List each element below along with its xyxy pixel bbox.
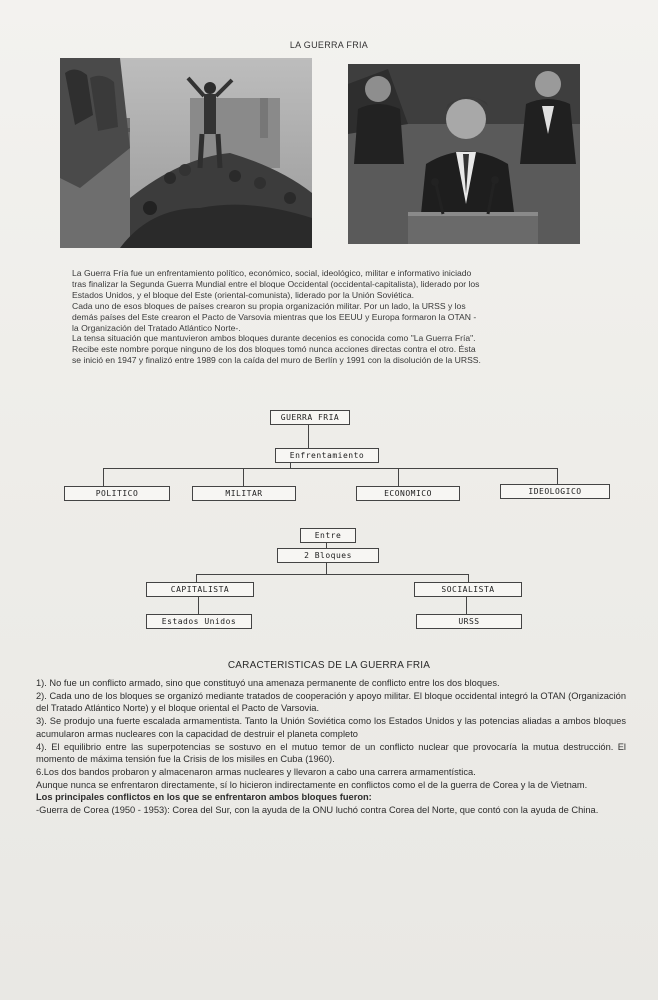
section-title: CARACTERISTICAS DE LA GUERRA FRIA: [227, 660, 431, 671]
connector-line: [326, 562, 327, 574]
connector-line: [103, 468, 104, 486]
characteristic-item: 1). No fue un conflicto armado, sino que constituyó una amenaza permanente de conflicto entre los dos bloques.: [36, 678, 500, 688]
category-militar-box: MILITAR: [192, 486, 296, 501]
characteristic-item: 3). Se produjo una fuerte escalada armamentista. Tanto la Unión Soviética como los Estados Unidos y las potencias aliadas a ambos bloques acumularon armas nucleares con la capacidad de destruir el planeta completo: [36, 716, 626, 739]
characteristic-item: Aunque nunca se enfrentaron directamente, sí lo hicieron indirectamente en conflictos como el de la guerra de Corea y la de Vietnam.: [36, 779, 588, 790]
connector-line: [196, 574, 197, 582]
intro-text: [72, 268, 592, 366]
diagram-root-box: GUERRA FRIA: [270, 410, 350, 425]
intro-line: Cada uno de esos bloques de países crearon su propia organización militar. Por un lado, la URSS y los: [72, 300, 466, 311]
category-politico-box: POLITICO: [64, 486, 170, 501]
connector-line: [557, 468, 558, 484]
category-ideologico-box: IDEOLOGICO: [500, 484, 610, 499]
leader-urss-box: URSS: [416, 614, 522, 629]
connector-line: [103, 468, 557, 469]
kennedy-speech-photo: [348, 64, 580, 244]
connector-line: [243, 468, 244, 486]
characteristic-item: 4). El equilibrio entre las superpotencias se sostuvo en el mutuo temor de un conflicto nuclear que provocaría la mutua destrucción. El momento de máxima tensión fue la Crisis de los misiles en Cuba (1960).: [36, 741, 626, 765]
intro-line: tras finalizar la Segunda Guerra Mundial entre el bloque Occidental (occidental-capitalista), liderado por los: [72, 278, 480, 289]
intro-line: la Organización del Tratado Atlántico Norte-.: [72, 322, 241, 333]
bloc-capitalista-box: CAPITALISTA: [146, 582, 254, 597]
connector-line: [398, 468, 399, 486]
concept-diagram: [0, 402, 658, 652]
bloc-socialista-box: SOCIALISTA: [414, 582, 522, 597]
conflict-item: -Guerra de Corea (1950 - 1953): Corea del Sur, con la ayuda de la ONU luchó contra Corea del Norte, que contó con la ayuda de China.: [36, 805, 599, 816]
intro-line: La tensa situación que mantuvieron ambos bloques durante decenios es conocida como "La Guerra Fría".: [72, 333, 476, 344]
intro-line: Estados Unidos, y el bloque del Este (oriental-comunista), liderado por la Unión Soviética.: [72, 289, 415, 300]
diagram-level1-box: Enfrentamiento: [275, 448, 379, 463]
intro-line: demás países del Este crearon el Pacto de Varsovia mientras que los EEUU y Europa formaron la OTAN -: [72, 311, 477, 322]
category-economico-box: ECONOMICO: [356, 486, 460, 501]
diagram-blocs-box: 2 Bloques: [277, 548, 379, 563]
connector-line: [308, 424, 309, 448]
connector-line: [468, 574, 469, 582]
berlin-wall-photo: [60, 58, 312, 248]
intro-line: se inició en 1947 y finalizó entre 1989 con la caída del muro de Berlín y 1991 con la disolución de la URSS.: [72, 355, 481, 366]
characteristics-list: [36, 677, 626, 817]
document-title: LA GUERRA FRIA: [289, 40, 369, 50]
leader-usa-box: Estados Unidos: [146, 614, 252, 629]
connector-line: [466, 596, 467, 614]
intro-line: Recibe este nombre porque ninguno de los dos bloques tomó nunca acciones directas contra el otro. Ésta: [72, 344, 476, 355]
characteristic-item: 2). Cada uno de los bloques se organizó mediante tratados de cooperación y apoyo militar. El bloque occidental integró la OTAN (Organización del Tratado Atlántico Norte) y el bloque oriental el Pacto de Varsovia.: [36, 690, 626, 714]
diagram-connector-box: Entre: [300, 528, 356, 543]
intro-line: La Guerra Fría fue un enfrentamiento político, económico, social, ideológico, militar e informativo iniciado: [72, 268, 472, 278]
connector-line: [196, 574, 468, 575]
conflicts-heading: Los principales conflictos en los que se enfrentaron ambos bloques fueron:: [36, 792, 372, 803]
characteristic-item: 6.Los dos bandos probaron y almacenaron armas nucleares y llevaron a cabo una carrera armamentística.: [36, 766, 476, 777]
connector-line: [198, 596, 199, 614]
